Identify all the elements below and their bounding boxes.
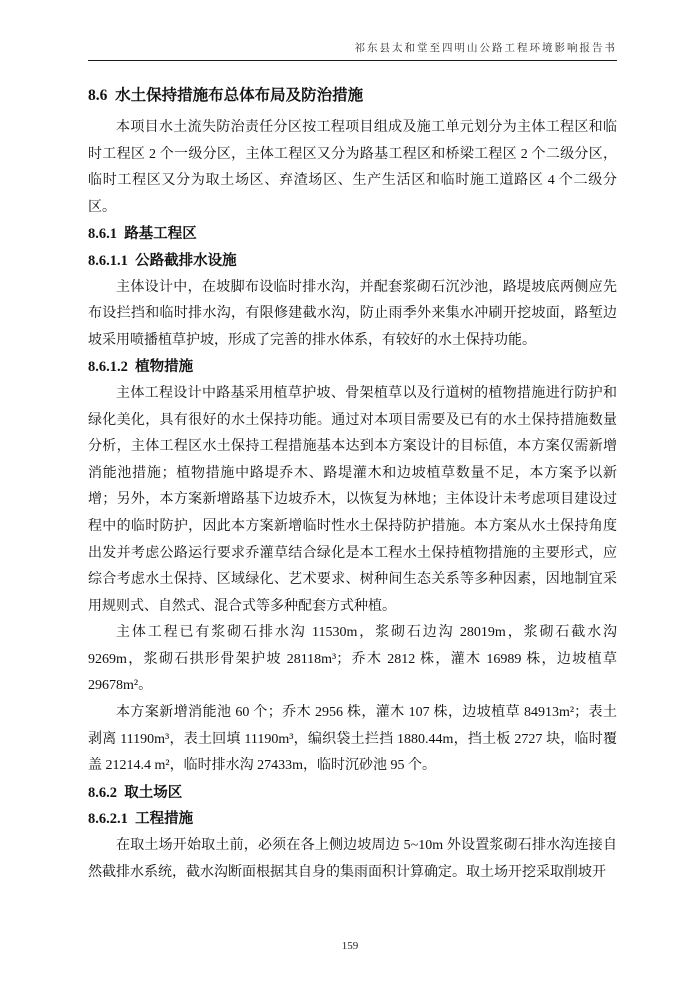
heading-8-6-2: 8.6.2 取土场区: [88, 784, 183, 801]
page-header: [88, 40, 617, 61]
paragraph-new-quantities: 本方案新增消能池 60 个；乔木 2956 株，灌木 107 株，边坡植草 84913m²；表土剥离 11190m³，表土回填 11190m³，编织袋土拦挡 1880.44m，挡土板 2727 块，临时覆盖 21214.4 m²，临时排水沟 27433m，临时沉砂池 95 个。: [88, 705, 617, 774]
heading-8-6-1: 8.6.1 路基工程区: [88, 226, 197, 243]
report-title: 祁东县太和堂至四明山公路工程环境影响报告书: [354, 43, 617, 54]
heading-8-6-1-2: 8.6.1.2 植物措施: [88, 359, 194, 376]
section-title-8-6: 8.6 水土保持措施布总体布局及防治措施: [88, 87, 364, 104]
paragraph-plant-measures: 主体工程设计中路基采用植草护坡、骨架植草以及行道树的植物措施进行防护和绿化美化，具有很好的水土保持功能。通过对本项目需要及已有的水土保持措施数量分析，主体工程区水土保持工程措施基本达到本方案设计的目标值，本方案仅需新增消能池措施；植物措施中路堤乔木、路堤灌木和边坡植草数量不足，本方案予以新增；另外，本方案新增路基下边坡乔木，以恢复为林地；主体设计未考虑项目建设过程中的临时防护，因此本方案新增临时性水土保持防护措施。本方案从水土保持角度出发并考虑公路运行要求乔灌草结合绿化是本工程水土保持植物措施的主要形式，应综合考虑水土保持、区域绿化、艺术要求、树种间生态关系等多种因素，因地制宜采用规则式、自然式、混合式等多种配套方式种植。: [88, 385, 617, 614]
paragraph-drainage: 主体设计中，在坡脚布设临时排水沟，并配套浆砌石沉沙池，路堤坡底两侧应先布设拦挡和临时排水沟，有限修建截水沟，防止雨季外来集水冲刷开挖坡面，路堑边坡采用喷播植草护坡，形成了完善的排水体系，有较好的水土保持功能。: [88, 279, 617, 348]
heading-8-6-2-1: 8.6.2.1 工程措施: [88, 811, 194, 828]
page-number: 159: [341, 940, 359, 952]
document-body: [88, 81, 621, 886]
heading-8-6-1-1: 8.6.1.1 公路截排水设施: [88, 252, 237, 269]
paragraph-borrow-pit: 在取土场开始取土前，必须在各上侧边坡周边 5~10m 外设置浆砌石排水沟连接自然截排水系统，截水沟断面根据其自身的集雨面积计算确定。取土场开挖采取削坡开: [88, 838, 617, 880]
paragraph-intro: 本项目水土流失防治责任分区按工程项目组成及施工单元划分为主体工程区和临时工程区 2 个一级分区，主体工程区又分为路基工程区和桥梁工程区 2 个二级分区，临时工程区又分为取土场区、弃渣场区、生产生活区和临时施工道路区 4 个二级分区。: [88, 120, 617, 215]
page-footer: [0, 940, 700, 952]
paragraph-existing-quantities: 主体工程已有浆砌石排水沟 11530m，浆砌石边沟 28019m，浆砌石截水沟 9269m，浆砌石拱形骨架护坡 28118m³；乔木 2812 株，灌木 16989 株，边坡植草 29678m²。: [88, 625, 621, 694]
